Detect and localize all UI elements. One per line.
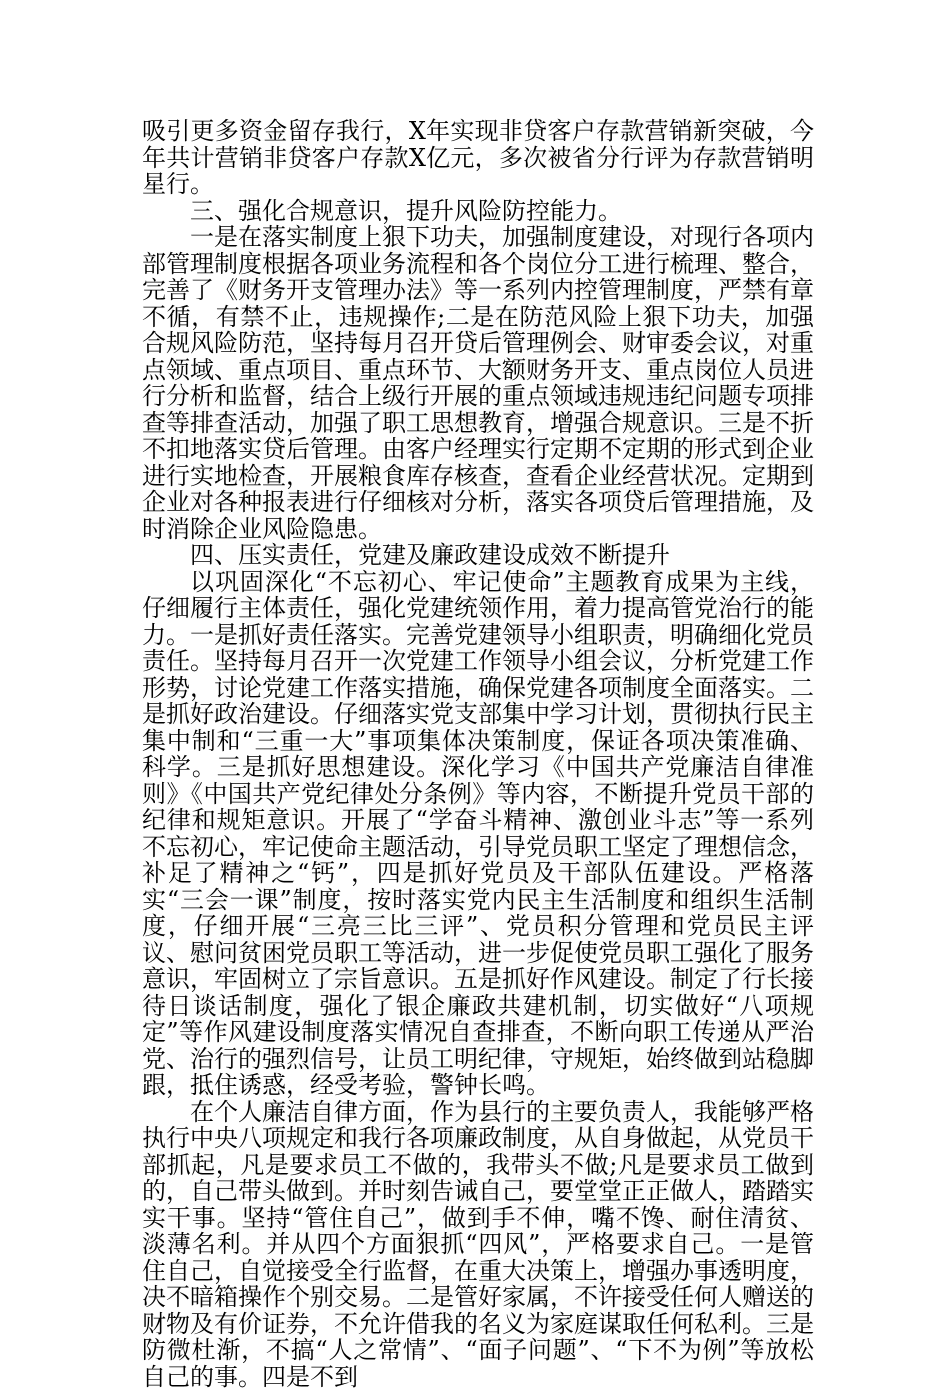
body-paragraph: 一是在落实制度上狠下功夫，加强制度建设，对现行各项内部管理制度根据各项业务流程和各个岗位分工进行梳理、整合，完善了《财务开支管理办法》等一系列内控管理制度，严禁有章不循，有禁不止，违规操作;二是在防范风险上狠下功夫，加强合规风险防范，坚持每月召开贷后管理例会、财审委会议，对重点领域、重点项目、重点环节、大额财务开支、重点岗位人员进行分析和监督，结合上级行开展的重点领域违规违纪问题专项排查等排查活动，加强了职工思想教育，增强合规意识。三是不折不扣地落实贷后管理。由客户经理实行定期不定期的形式到企业进行实地检查，开展粮食库存核查，查看企业经营状况。定期到企业对各种报表进行仔细核对分析，落实各项贷后管理措施，及时消除企业风险隐患。 [142, 223, 814, 543]
section-heading-3: 三、强化合规意识，提升风险防控能力。 [190, 196, 622, 225]
section-heading-4: 四、压实责任，党建及廉政建设成效不断提升 [190, 541, 670, 569]
body-paragraph: 吸引更多资金留存我行，X年实现非贷客户存款营销新突破，今年共计营销非贷客户存款X亿元，多次被省分行评为存款营销明星行。 [142, 117, 814, 198]
document-page [142, 118, 814, 1390]
body-paragraph: 在个人廉洁自律方面，作为县行的主要负责人，我能够严格执行中央八项规定和我行各项廉政制度，从自身做起，从党员干部抓起，凡是要求员工不做的，我带头不做;凡是要求员工做到的，自己带头做到。并时刻告诫自己，要堂堂正正做人，踏踏实实干事。坚持“管住自己”，做到手不伸，嘴不馋、耐住清贫、淡薄名利。并从四个方面狠抓“四风”，严格要求自己。一是管住自己，自觉接受全行监督，在重大决策上，增强办事透明度，决不暗箱操作个别交易。二是管好家属，不许接受任何人赠送的财物及有价证券，不允许借我的名义为家庭谋取任何私利。三是防微杜渐，不搞“人之常情”、“面子问题”、“下不为例”等放松自己的事。四是不到 [142, 1097, 814, 1391]
body-paragraph: 以巩固深化“不忘初心、牢记使命”主题教育成果为主线，仔细履行主体责任，强化党建统领作用，着力提高管党治行的能力。一是抓好责任落实。完善党建领导小组职责，明确细化党员责任。坚持每月召开一次党建工作领导小组会议，分析党建工作形势，讨论党建工作落实措施，确保党建各项制度全面落实。二是抓好政治建设。仔细落实党支部集中学习计划，贯彻执行民主集中制和“三重一大”事项集体决策制度，保证各项决策准确、科学。三是抓好思想建设。深化学习《中国共产党廉洁自律准则》《中国共产党纪律处分条例》等内容，不断提升党员干部的纪律和规矩意识。开展了“学奋斗精神、激创业斗志”等一系列不忘初心，牢记使命主题活动，引导党员职工坚定了理想信念，补足了精神之“钙”，四是抓好党员及干部队伍建设。严格落实“三会一课”制度，按时落实党内民主生活制度和组织生活制度，仔细开展“三亮三比三评”、党员积分管理和党员民主评议、慰问贫困党员职工等活动，进一步促使党员职工强化了服务意识，牢固树立了宗旨意识。五是抓好作风建设。制定了行长接待日谈话制度，强化了银企廉政共建机制，切实做好“八项规定”等作风建设制度落实情况自查排查，不断向职工传递从严治党、治行的强烈信号，让员工明纪律，守规矩，始终做到站稳脚跟，抵住诱惑，经受考验，警钟长鸣。 [142, 567, 814, 1099]
